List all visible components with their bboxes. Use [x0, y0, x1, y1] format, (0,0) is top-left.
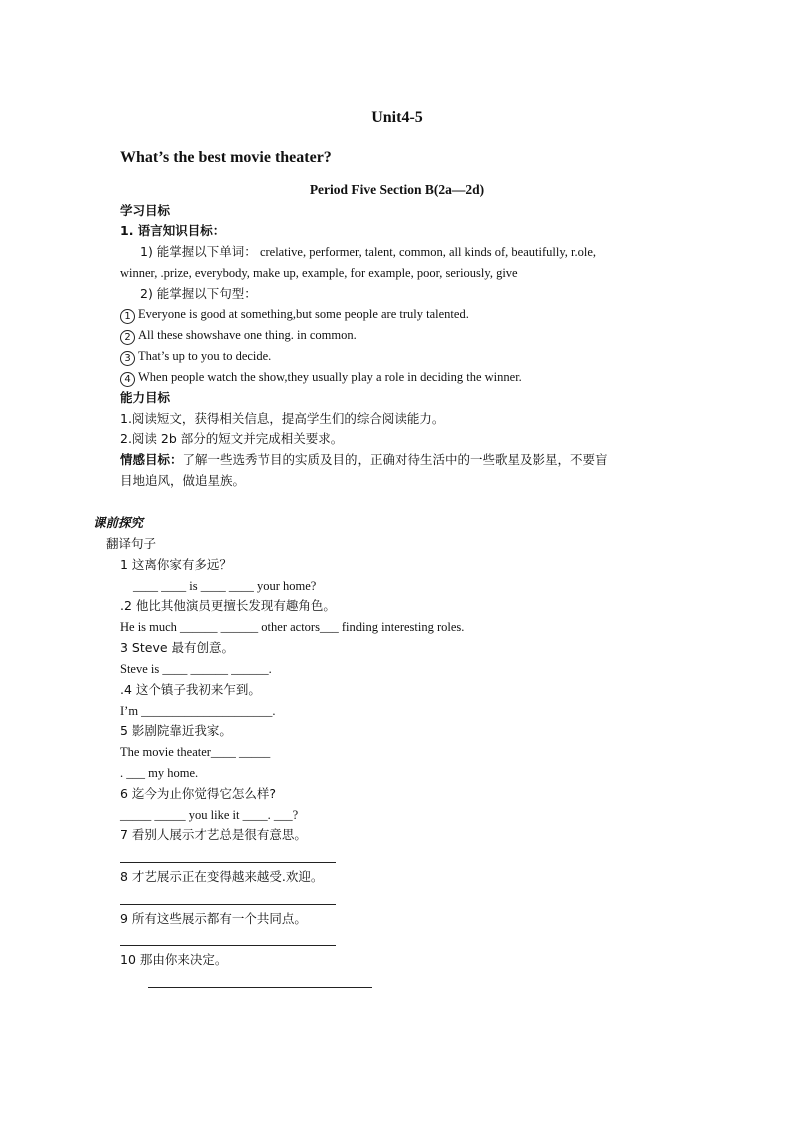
vocab-words-1: crelative, performer, talent, common, all kinds of, beautifully, r.ole,: [259, 245, 597, 259]
question-9: 9 所有这些展示都有一个共同点。: [120, 911, 307, 926]
question-3: 3 Steve 最有创意。: [120, 640, 235, 655]
objectives-heading: 学习目标: [120, 203, 171, 218]
unit-title: Unit4-5: [371, 109, 423, 126]
ability-heading: 能力目标: [120, 390, 171, 405]
question-2: .2 他比其他演员更擅长发现有趣角色。: [120, 598, 336, 613]
period-heading: Period Five Section B(2a—2d): [309, 182, 485, 197]
answer-line-9: [120, 945, 336, 946]
emotion-line-2: 目地追风，做追星族。: [120, 473, 246, 488]
pattern-item: [120, 369, 522, 387]
circle-number-icon: 2: [120, 330, 135, 345]
pattern-item: [120, 327, 357, 345]
question-6: 6 迄今为止你觉得它怎么样?: [120, 786, 277, 801]
question-10: 10 那由你来决定。: [120, 952, 228, 967]
circle-number-icon: 1: [120, 309, 135, 324]
vocab-words-2: winner, .prize, everybody, make up, example, for example, poor, seriously, give: [120, 266, 518, 280]
answer-5b: . ___ my home.: [120, 766, 199, 780]
question-5: 5 影剧院靠近我家。: [120, 723, 232, 738]
knowledge-heading: 1. 语言知识目标：: [120, 223, 226, 238]
emotion-line-1: [120, 452, 608, 468]
ability-item-1: 1.阅读短文，获得相关信息，提高学生们的综合阅读能力。: [120, 411, 445, 426]
preview-subheading: 翻译句子: [106, 536, 157, 551]
answer-3: Steve is ____ ______ ______.: [120, 662, 272, 676]
answer-6: _____ _____ you like it ____. ___?: [120, 808, 299, 822]
lesson-question: What’s the best movie theater?: [120, 149, 332, 166]
answer-4: I’m _____________________.: [120, 704, 276, 718]
pattern-label: 2) 能掌握以下句型：: [140, 286, 257, 301]
pattern-text: That’s up to you to decide.: [138, 349, 272, 363]
answer-line-10: [148, 987, 372, 988]
emotion-text: 了解一些选秀节目的实质及目的，正确对待生活中的一些歌星及影星，不要盲: [182, 452, 608, 467]
preview-heading: 课前探究: [93, 515, 144, 530]
pattern-text: When people watch the show,they usually play a role in deciding the winner.: [138, 370, 522, 384]
answer-line-8: [120, 904, 336, 905]
answer-5a: The movie theater____ _____: [120, 745, 271, 759]
emotion-label: 情感目标：: [120, 452, 183, 467]
ability-item-2: 2.阅读 2b 部分的短文并完成相关要求。: [120, 431, 344, 446]
question-4: .4 这个镇子我初来乍到。: [120, 682, 261, 697]
pattern-text: All these showshave one thing. in common.: [138, 328, 357, 342]
answer-1: ____ ____ is ____ ____ your home?: [133, 579, 317, 593]
answer-line-7: [120, 862, 336, 863]
circle-number-icon: 3: [120, 351, 135, 366]
answer-2: He is much ______ ______ other actors___ finding interesting roles.: [120, 620, 465, 634]
vocab-label: 1) 能掌握以下单词：: [140, 244, 257, 259]
circle-number-icon: 4: [120, 372, 135, 387]
question-1: 1 这离你家有多远？: [120, 557, 232, 572]
pattern-text: Everyone is good at something,but some people are truly talented.: [138, 307, 469, 321]
question-7: 7 看别人展示才艺总是很有意思。: [120, 827, 307, 842]
pattern-item: [120, 348, 271, 366]
question-8: 8 才艺展示正在变得越来越受.欢迎。: [120, 869, 324, 884]
vocab-line-1: [140, 244, 596, 260]
pattern-item: [120, 306, 469, 324]
